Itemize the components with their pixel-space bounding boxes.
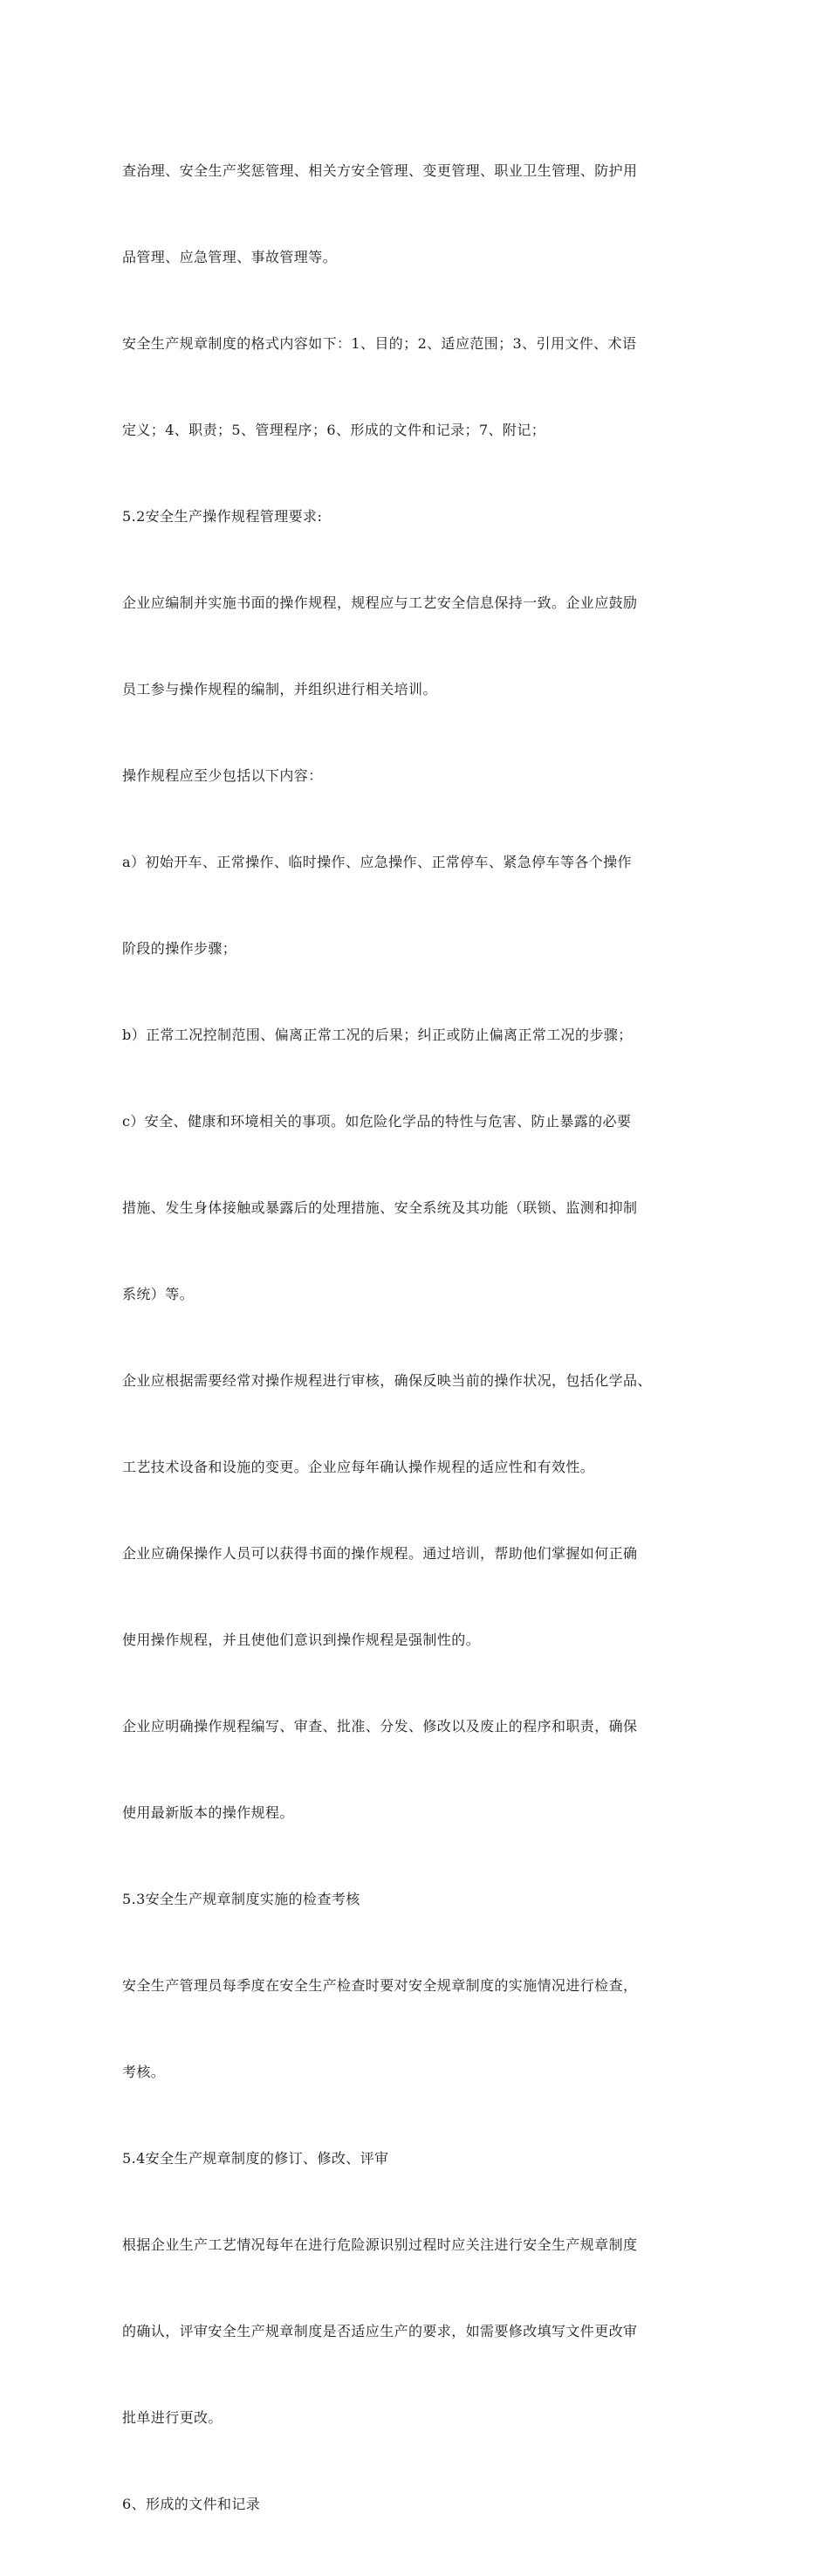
text-line: 品管理、应急管理、事故管理等。 (122, 249, 338, 265)
text-line: 的确认，评审安全生产规章制度是否适应生产的要求，如需要修改填写文件更改审 (122, 2323, 638, 2339)
text-line: 考核。 (122, 2064, 166, 2080)
text-block (122, 99, 724, 2576)
text-line: 根据企业生产工艺情况每年在进行危险源识别过程时应关注进行安全生产规章制度 (122, 2236, 638, 2253)
text-line: 操作规程应至少包括以下内容： (122, 767, 323, 784)
text-line: 员工参与操作规程的编制，并组织进行相关培训。 (122, 681, 437, 697)
text-line: 安全生产规章制度的格式内容如下：1、目的；2、适应范围；3、引用文件、术语 (122, 335, 637, 352)
text-line: 使用最新版本的操作规程。 (122, 1804, 294, 1821)
section-heading: 5.3安全生产规章制度实施的检查考核 (122, 1891, 360, 1907)
list-item: 阶段的操作步骤； (122, 940, 237, 957)
text-line: 安全生产管理员每季度在安全生产检查时要对安全规章制度的实施情况进行检查， (122, 1977, 638, 1994)
text-line: 企业应明确操作规程编写、审查、批准、分发、修改以及废止的程序和职责，确保 (122, 1718, 638, 1735)
text-line: 批单进行更改。 (122, 2409, 223, 2426)
list-item: c）安全、健康和环境相关的事项。如危险化学品的特性与危害、防止暴露的必要 (122, 1113, 632, 1130)
text-line: 定义；4、职责；5、管理程序；6、形成的文件和记录；7、附记； (122, 422, 546, 438)
list-item: b）正常工况控制范围、偏离正常工况的后果；纠正或防止偏离正常工况的步骤； (122, 1027, 633, 1043)
section-heading: 6、形成的文件和记录 (122, 2496, 261, 2512)
text-line: 企业应确保操作人员可以获得书面的操作规程。通过培训，帮助他们掌握如何正确 (122, 1545, 638, 1562)
list-item: 措施、发生身体接触或暴露后的处理措施、安全系统及其功能（联锁、监测和抑制 (122, 1199, 638, 1216)
text-line: 企业应根据需要经常对操作规程进行审核，确保反映当前的操作状况，包括化学品、 (122, 1372, 652, 1389)
document-body (122, 99, 724, 2576)
text-line: 使用操作规程，并且使他们意识到操作规程是强制性的。 (122, 1631, 481, 1648)
text-line: 查治理、安全生产奖惩管理、相关方安全管理、变更管理、职业卫生管理、防护用 (122, 162, 638, 179)
text-line: 企业应编制并实施书面的操作规程，规程应与工艺安全信息保持一致。企业应鼓励 (122, 594, 638, 611)
list-item: a）初始开车、正常操作、临时操作、应急操作、正常停车、紧急停车等各个操作 (122, 854, 632, 870)
section-heading: 5.4安全生产规章制度的修订、修改、评审 (122, 2150, 389, 2167)
list-item: 系统）等。 (122, 1286, 195, 1302)
section-heading: 5.2安全生产操作规程管理要求: (122, 508, 323, 525)
text-line: 工艺技术设备和设施的变更。企业应每年确认操作规程的适应性和有效性。 (122, 1459, 595, 1475)
